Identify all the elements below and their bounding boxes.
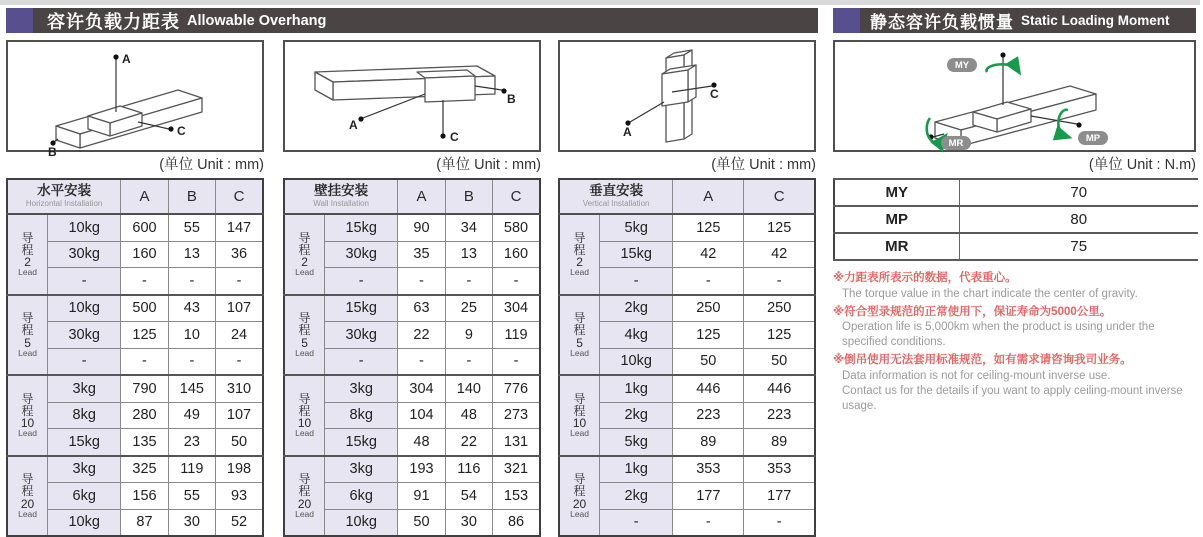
load-cell: - [325, 268, 398, 295]
accent-square [6, 8, 33, 33]
value-cell: - [216, 268, 263, 295]
value-cell: 600 [121, 214, 168, 241]
value-cell: 22 [398, 322, 445, 349]
value-cell: 580 [493, 214, 540, 241]
lead-en: Lead [570, 508, 590, 519]
table-row [284, 456, 540, 483]
value-cell: 125 [744, 322, 815, 349]
horizontal-installation-column [6, 40, 264, 537]
load-cell: 30kg [48, 322, 121, 349]
my-badge: MY [954, 60, 970, 71]
installation-name-zh: 壁挂安装 [314, 183, 369, 199]
moment-value: 75 [959, 233, 1198, 260]
value-cell: 304 [493, 295, 540, 322]
value-cell: 48 [398, 429, 445, 456]
value-cell: 49 [168, 402, 215, 429]
lead-char: 导 [298, 311, 311, 326]
lead-char: 导 [21, 391, 34, 406]
table-header-row [7, 179, 263, 214]
value-cell: 223 [673, 402, 744, 429]
axis-column-header: C [744, 179, 815, 214]
value-cell: 250 [744, 295, 815, 322]
load-cell: 6kg [48, 483, 121, 510]
value-cell: - [398, 348, 445, 375]
installation-name-en: Wall Installation [313, 199, 369, 209]
load-cell: 5kg [600, 429, 673, 456]
lead-char: 导 [21, 472, 34, 487]
load-cell: 3kg [48, 375, 121, 402]
static-loading-moment-header [833, 8, 1196, 33]
value-cell: 50 [398, 509, 445, 536]
load-cell: 2kg [600, 402, 673, 429]
value-cell: 35 [398, 241, 445, 268]
load-cell: - [600, 268, 673, 295]
lead-char: 程 [573, 242, 586, 257]
moment-diagram [833, 40, 1196, 152]
load-cell: 30kg [325, 322, 398, 349]
point-a-label: A [623, 125, 632, 139]
moment-label: MR [834, 233, 959, 260]
value-cell: 153 [493, 483, 540, 510]
lead-cell [284, 295, 325, 376]
load-cell: 3kg [325, 375, 398, 402]
value-cell: 50 [673, 348, 744, 375]
value-cell: 89 [744, 429, 815, 456]
lead-en: Lead [295, 267, 315, 278]
page-edge-strip [0, 0, 1200, 5]
axis-column-header: B [445, 179, 492, 214]
lead-cell [7, 295, 48, 376]
value-cell: 177 [744, 483, 815, 510]
lead-number: 2 [24, 255, 31, 270]
value-cell: - [168, 348, 215, 375]
value-cell: - [445, 268, 492, 295]
lead-char: 导 [21, 311, 34, 326]
moment-table-body [834, 179, 1198, 260]
value-cell: 250 [673, 295, 744, 322]
point-c-label: C [450, 130, 459, 144]
vertical-table-wrap [558, 178, 816, 537]
table-row [284, 295, 540, 322]
value-cell: 90 [398, 214, 445, 241]
value-cell: 125 [121, 322, 168, 349]
lead-en: Lead [570, 428, 590, 439]
lead-number: 20 [20, 496, 35, 511]
lead-cell [559, 214, 600, 295]
value-cell: 24 [216, 322, 263, 349]
table-row [559, 375, 815, 402]
value-cell: 34 [445, 214, 492, 241]
value-cell: 135 [121, 429, 168, 456]
point-b-label: B [48, 145, 57, 159]
value-cell: 23 [168, 429, 215, 456]
value-cell: 119 [493, 322, 540, 349]
lead-number: 10 [572, 416, 587, 431]
lead-number: 20 [297, 496, 312, 511]
value-cell: 160 [121, 241, 168, 268]
value-cell: 198 [216, 456, 263, 483]
load-cell: 1kg [600, 456, 673, 483]
value-cell: 87 [121, 509, 168, 536]
installation-name-zh: 水平安装 [37, 183, 92, 199]
value-cell: 125 [673, 214, 744, 241]
lead-char: 程 [298, 484, 311, 499]
load-cell: 10kg [325, 509, 398, 536]
lead-en: Lead [18, 347, 38, 358]
value-cell: 353 [673, 456, 744, 483]
value-cell: - [744, 509, 815, 536]
load-cell: - [48, 268, 121, 295]
value-cell: - [121, 268, 168, 295]
lead-char: 程 [298, 323, 311, 338]
load-cell: - [600, 509, 673, 536]
vertical-installation-column [558, 40, 816, 537]
load-cell: 15kg [325, 214, 398, 241]
lead-char: 程 [298, 403, 311, 418]
value-cell: 36 [216, 241, 263, 268]
lead-char: 导 [573, 472, 586, 487]
unit-label-nm: (单位 Unit : N.m) [1088, 157, 1196, 173]
axis-column-header: A [121, 179, 168, 214]
load-cell: 15kg [600, 241, 673, 268]
table-row [284, 214, 540, 241]
overhang-table [283, 178, 541, 537]
value-cell: 89 [673, 429, 744, 456]
point-c-label: C [710, 87, 719, 101]
value-cell: 104 [398, 402, 445, 429]
lead-number: 2 [301, 255, 308, 270]
load-cell: 15kg [325, 295, 398, 322]
mp-badge: MP [1085, 133, 1101, 144]
load-cell: 5kg [600, 214, 673, 241]
value-cell: 107 [216, 402, 263, 429]
lead-char: 程 [21, 403, 34, 418]
footnotes [833, 268, 1203, 414]
point-b-label: B [507, 92, 516, 106]
installation-name-en: Vertical Installation [582, 199, 650, 209]
value-cell: 55 [168, 483, 215, 510]
moment-row [834, 206, 1198, 233]
value-cell: 42 [673, 241, 744, 268]
lead-char: 程 [573, 323, 586, 338]
lead-char: 导 [298, 472, 311, 487]
footnote-en: Operation life is 5,000km when the product is using under the specified conditions. [842, 321, 1155, 349]
moment-value: 70 [959, 179, 1198, 206]
footnote-zh: ※倒吊使用无法套用标准规范，如有需求请咨询我司业务。 [833, 354, 1132, 367]
value-cell: 9 [445, 322, 492, 349]
load-cell: 10kg [48, 509, 121, 536]
moment-row [834, 179, 1198, 206]
lead-cell [7, 456, 48, 537]
lead-char: 导 [21, 230, 34, 245]
load-cell: 4kg [600, 322, 673, 349]
installation-name-en: Horizontal Installation [25, 199, 103, 209]
value-cell: 147 [216, 214, 263, 241]
value-cell: - [493, 348, 540, 375]
load-cell: 10kg [48, 214, 121, 241]
unit-label-mm: (单位 Unit : mm) [436, 157, 541, 173]
value-cell: 353 [744, 456, 815, 483]
lead-cell [559, 456, 600, 537]
table-row [7, 295, 263, 322]
load-cell: 1kg [600, 375, 673, 402]
axis-column-header: C [216, 179, 263, 214]
load-cell: - [325, 348, 398, 375]
load-cell: 3kg [325, 456, 398, 483]
lead-number: 10 [297, 416, 312, 431]
installation-name-cell [559, 179, 673, 214]
value-cell: 13 [168, 241, 215, 268]
section-title-zh: 静态容许负载惯量 [870, 13, 1014, 32]
table-row [284, 375, 540, 402]
load-cell: 2kg [600, 483, 673, 510]
lead-char: 导 [298, 391, 311, 406]
lead-en: Lead [570, 267, 590, 278]
value-cell: 280 [121, 402, 168, 429]
lead-char: 导 [573, 391, 586, 406]
point-a-label: A [349, 118, 358, 132]
value-cell: 160 [493, 241, 540, 268]
table-row [559, 214, 815, 241]
unit-label-mm: (单位 Unit : mm) [159, 157, 264, 173]
value-cell: 125 [673, 322, 744, 349]
lead-char: 程 [573, 484, 586, 499]
lead-number: 10 [20, 416, 35, 431]
lead-en: Lead [18, 508, 38, 519]
value-cell: 30 [168, 509, 215, 536]
table-row [7, 456, 263, 483]
value-cell: 52 [216, 509, 263, 536]
static-loading-column [833, 40, 1198, 412]
lead-cell [7, 214, 48, 295]
load-cell: 2kg [600, 295, 673, 322]
value-cell: 25 [445, 295, 492, 322]
value-cell: 48 [445, 402, 492, 429]
installation-name-zh: 垂直安装 [589, 183, 644, 199]
value-cell: 125 [744, 214, 815, 241]
lead-char: 程 [573, 403, 586, 418]
value-cell: 446 [673, 375, 744, 402]
lead-number: 2 [576, 255, 583, 270]
overhang-table [558, 178, 816, 537]
value-cell: - [673, 268, 744, 295]
lead-en: Lead [18, 428, 38, 439]
value-cell: 91 [398, 483, 445, 510]
load-cell: 8kg [48, 402, 121, 429]
lead-en: Lead [295, 508, 315, 519]
value-cell: 446 [744, 375, 815, 402]
lead-number: 5 [576, 335, 583, 350]
value-cell: - [216, 348, 263, 375]
lead-char: 程 [298, 242, 311, 257]
value-cell: 177 [673, 483, 744, 510]
lead-en: Lead [570, 347, 590, 358]
lead-cell [7, 375, 48, 456]
load-cell: 30kg [48, 241, 121, 268]
table-header-row [284, 179, 540, 214]
section-title-en: Allowable Overhang [187, 12, 327, 29]
point-a-label: A [122, 52, 131, 66]
lead-number: 5 [301, 335, 308, 350]
value-cell: 86 [493, 509, 540, 536]
moment-row [834, 233, 1198, 260]
load-cell: 6kg [325, 483, 398, 510]
value-cell: 304 [398, 375, 445, 402]
value-cell: 50 [216, 429, 263, 456]
load-cell: 3kg [48, 456, 121, 483]
value-cell: 145 [168, 375, 215, 402]
footnote-zh: ※符合型录规范的正常使用下，保证寿命为5000公里。 [833, 305, 1112, 318]
value-cell: 223 [744, 402, 815, 429]
lead-cell [284, 375, 325, 456]
footnote-en: Contact us for the details if you want to apply ceiling-mount inverse usage. [842, 384, 1183, 412]
value-cell: 30 [445, 509, 492, 536]
value-cell: 43 [168, 295, 215, 322]
lead-en: Lead [18, 267, 38, 278]
value-cell: 42 [744, 241, 815, 268]
value-cell: 22 [445, 429, 492, 456]
value-cell: 273 [493, 402, 540, 429]
value-cell: - [121, 348, 168, 375]
footnote-en: Data information is not for ceiling-mount inverse use. [842, 369, 1111, 382]
value-cell: - [398, 268, 445, 295]
installation-name-cell [7, 179, 121, 214]
load-cell: - [48, 348, 121, 375]
axis-column-header: C [493, 179, 540, 214]
value-cell: - [445, 348, 492, 375]
lead-number: 20 [572, 496, 587, 511]
load-cell: 15kg [48, 429, 121, 456]
mr-badge: MR [948, 138, 964, 149]
load-cell: 10kg [48, 295, 121, 322]
value-cell: 10 [168, 322, 215, 349]
axis-column-header: A [673, 179, 744, 214]
lead-cell [559, 295, 600, 376]
footnote-en: The torque value in the chart indicate the center of gravity. [842, 287, 1138, 300]
point-c-label: C [177, 124, 186, 138]
lead-en: Lead [295, 428, 315, 439]
lead-char: 导 [298, 230, 311, 245]
allowable-overhang-header [6, 8, 818, 33]
value-cell: 93 [216, 483, 263, 510]
load-cell: 8kg [325, 402, 398, 429]
moment-table [833, 178, 1198, 261]
value-cell: 156 [121, 483, 168, 510]
value-cell: 54 [445, 483, 492, 510]
value-cell: 55 [168, 214, 215, 241]
section-title-zh: 容许负载力距表 [47, 11, 180, 32]
moment-label: MY [834, 179, 959, 206]
lead-char: 程 [21, 484, 34, 499]
horizontal-table-wrap [6, 178, 264, 537]
value-cell: 790 [121, 375, 168, 402]
horizontal-diagram [6, 40, 264, 159]
value-cell: 140 [445, 375, 492, 402]
lead-char: 导 [573, 311, 586, 326]
lead-char: 导 [573, 230, 586, 245]
lead-en: Lead [295, 347, 315, 358]
value-cell: - [168, 268, 215, 295]
load-cell: 30kg [325, 241, 398, 268]
table-header-row [559, 179, 815, 214]
wall-diagram [283, 40, 541, 152]
section-title-en: Static Loading Moment [1021, 13, 1170, 28]
value-cell: 116 [445, 456, 492, 483]
lead-cell [284, 214, 325, 295]
lead-number: 5 [24, 335, 31, 350]
value-cell: 193 [398, 456, 445, 483]
value-cell: - [673, 509, 744, 536]
lead-cell [559, 375, 600, 456]
value-cell: 776 [493, 375, 540, 402]
axis-column-header: A [398, 179, 445, 214]
vertical-diagram [558, 40, 816, 152]
value-cell: 131 [493, 429, 540, 456]
value-cell: 50 [744, 348, 815, 375]
moment-value: 80 [959, 206, 1198, 233]
load-cell: 15kg [325, 429, 398, 456]
value-cell: 119 [168, 456, 215, 483]
wall-installation-column [283, 40, 541, 537]
table-row [7, 375, 263, 402]
load-cell: 10kg [600, 348, 673, 375]
unit-label-mm: (单位 Unit : mm) [711, 157, 816, 173]
lead-char: 程 [21, 323, 34, 338]
value-cell: - [493, 268, 540, 295]
lead-char: 程 [21, 242, 34, 257]
moment-label: MP [834, 206, 959, 233]
footnote-zh: ※力距表所表示的数据，代表重心。 [833, 272, 1017, 284]
value-cell: 13 [445, 241, 492, 268]
overhang-table [6, 178, 264, 537]
table-row [7, 214, 263, 241]
axis-column-header: B [168, 179, 215, 214]
accent-square [833, 8, 860, 33]
value-cell: 107 [216, 295, 263, 322]
value-cell: 63 [398, 295, 445, 322]
value-cell: 310 [216, 375, 263, 402]
table-row [559, 295, 815, 322]
value-cell: 321 [493, 456, 540, 483]
value-cell: 500 [121, 295, 168, 322]
installation-name-cell [284, 179, 398, 214]
value-cell: 325 [121, 456, 168, 483]
lead-cell [284, 456, 325, 537]
table-row [559, 456, 815, 483]
wall-table-wrap [283, 178, 541, 537]
value-cell: - [744, 268, 815, 295]
